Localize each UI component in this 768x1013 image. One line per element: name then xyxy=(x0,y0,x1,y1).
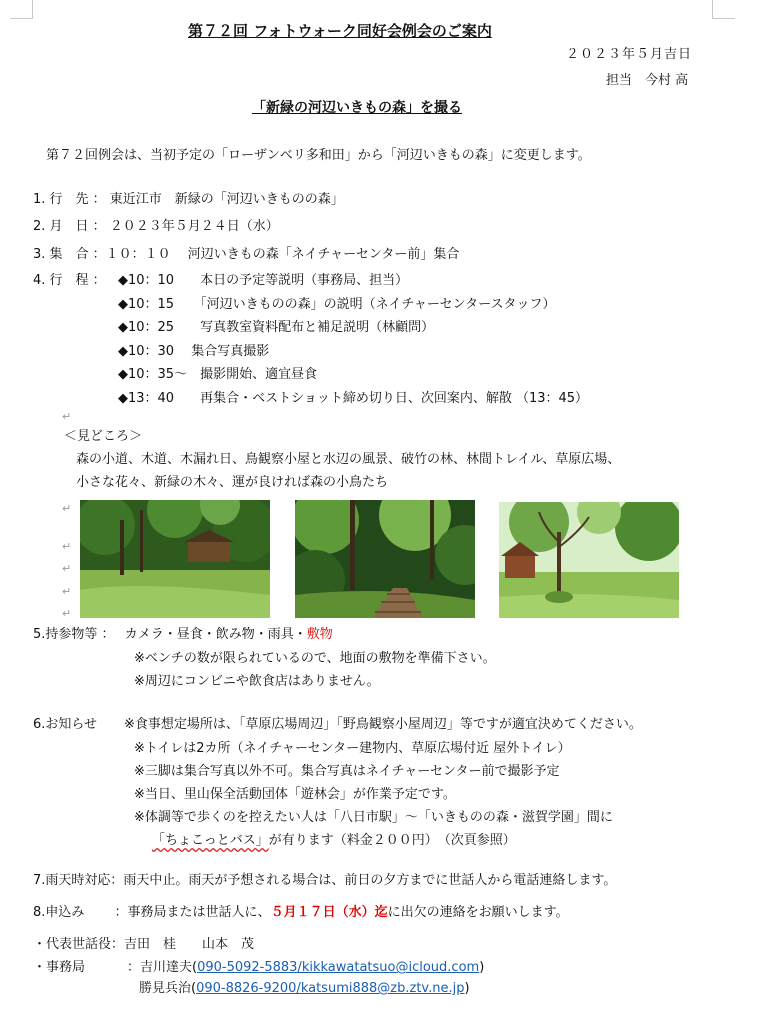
highlights-line-2: 小さな花々、新緑の木々、運が良ければ森の小鳥たち xyxy=(76,475,389,490)
bring-label: 5.持参物等 ： xyxy=(33,627,115,642)
schedule-row: ◆10：25 写真教室資料配布と補足説明（林顧問） xyxy=(118,320,435,335)
paragraph-mark: ↵ xyxy=(62,540,72,553)
office-person-1: ：吉川達夫( xyxy=(127,960,198,975)
crop-mark-top-right xyxy=(712,0,735,19)
office-close-2: ) xyxy=(464,981,470,996)
forest-hut-photo xyxy=(80,500,270,618)
notice-bus-line xyxy=(152,832,516,850)
office-line-2 xyxy=(139,980,470,998)
reps-names: ：吉田 桂 山本 茂 xyxy=(111,937,255,952)
office-person-2: 勝見兵治( xyxy=(139,981,197,996)
item-date: 2. 月 日 ： ２０２３年５月２４日（水） xyxy=(33,219,279,234)
notice-label: 6.お知らせ xyxy=(33,717,98,732)
event-subtitle: 「新緑の河辺いきもの森」を撮る xyxy=(252,100,462,116)
schedule-row: ◆10：10 本日の予定等説明（事務局、担当） xyxy=(118,273,409,288)
issue-date: ２０２３年５月吉日 xyxy=(566,47,693,62)
notice-toilet: ※トイレは2カ所（ネイチャーセンター建物内、草原広場付近 屋外トイレ） xyxy=(134,741,571,756)
apply-post: に出欠の連絡をお願いします。 xyxy=(387,905,569,920)
apply-label: 8.申込み xyxy=(33,905,85,920)
reps-line xyxy=(33,936,254,954)
reps-label: ・代表世話役 xyxy=(33,937,112,952)
bus-fare: が有ります（料金２００円） （次頁参照） xyxy=(268,833,516,848)
office-close-1: ) xyxy=(479,960,485,975)
apply-line xyxy=(33,904,569,922)
apply-deadline: ５月１７日（水）迄 xyxy=(270,905,388,920)
crop-mark-top-left xyxy=(10,0,33,19)
bring-mat-highlight: 敷物 xyxy=(306,627,333,642)
bus-name: 「ちょこっとバス」 xyxy=(152,833,269,848)
rain-policy: 7.雨天時対応：雨天中止。雨天が予想される場合は、前日の夕方までに世話人から電話連絡します。 xyxy=(33,873,617,888)
office-line-1 xyxy=(33,959,484,977)
paragraph-mark: ↵ xyxy=(62,607,72,620)
paragraph-mark: ↵ xyxy=(62,562,72,575)
schedule-row: ◆10：30 集合写真撮影 xyxy=(118,344,270,359)
highlights-label: ＜見どころ＞ xyxy=(64,429,143,444)
office-contact-link-1[interactable]: 090-5092-5883/kikkawatatsuo@icloud.com xyxy=(197,960,480,975)
schedule-row: ◆10：35～ 撮影開始、適宜昼食 xyxy=(118,367,318,382)
cabin-meadow-photo xyxy=(499,502,679,618)
item-destination: 1. 行 先 ： 東近江市 新緑の「河辺いきものの森」 xyxy=(33,192,344,207)
schedule-row: ◆13：40 再集合・ベストショット締め切り日、次回案内、解散 （13：45） xyxy=(118,391,589,406)
boardwalk-photo xyxy=(295,500,475,618)
apply-pre: ：事務局または世話人に、 xyxy=(114,905,271,920)
schedule-row: ◆10：15 「河辺いきものの森」の説明（ネイチャーセンタースタッフ） xyxy=(118,297,556,312)
contact-person: 担当 今村 高 xyxy=(606,73,689,88)
bring-items: カメラ・昼食・飲み物・雨具・ xyxy=(124,627,307,642)
notice-walk: ※体調等で歩くのを控えたい人は「八日市駅」～「いきものの森・滋賀学園」間に xyxy=(134,810,613,825)
paragraph-mark: ↵ xyxy=(62,410,72,423)
notice-lunch: ※食事想定場所は、「草原広場周辺」「野鳥観察小屋周辺」等ですが適宜決めてください。 xyxy=(124,717,642,732)
bring-line xyxy=(33,626,333,644)
bring-note-shops: ※周辺にコンビニや飲食店はありません。 xyxy=(134,674,380,689)
document-title: 第７２回 フォトウォーク同好会例会のご案内 xyxy=(188,22,492,40)
highlights-line-1: 森の小道、木道、木漏れ日、鳥観察小屋と水辺の風景、破竹の林、林間トレイル、草原広場、 xyxy=(76,452,621,467)
office-label: ・事務局 xyxy=(33,960,86,975)
office-contact-link-2[interactable]: 090-8826-9200/katsumi888@zb.ztv.ne.jp xyxy=(196,981,465,996)
paragraph-mark: ↵ xyxy=(62,585,72,598)
notice-tripod: ※三脚は集合写真以外不可。集合写真はネイチャーセンター前で撮影予定 xyxy=(134,764,560,779)
bring-note-mat: ※ベンチの数が限られているので、地面の敷物を準備下さい。 xyxy=(134,651,496,666)
item-meeting: 3. 集 合 ：１０：１０ 河辺いきもの森「ネイチャーセンター前」集合 xyxy=(33,247,460,262)
notice-volunteers: ※当日、里山保全活動団体「遊林会」が作業予定です。 xyxy=(134,787,456,802)
intro-text: 第７２回例会は、当初予定の「ローザンベリ多和田」から「河辺いきもの森」に変更します。 xyxy=(46,148,591,163)
item-schedule-label: 4. 行 程 ： xyxy=(33,273,106,288)
paragraph-mark: ↵ xyxy=(62,502,72,515)
